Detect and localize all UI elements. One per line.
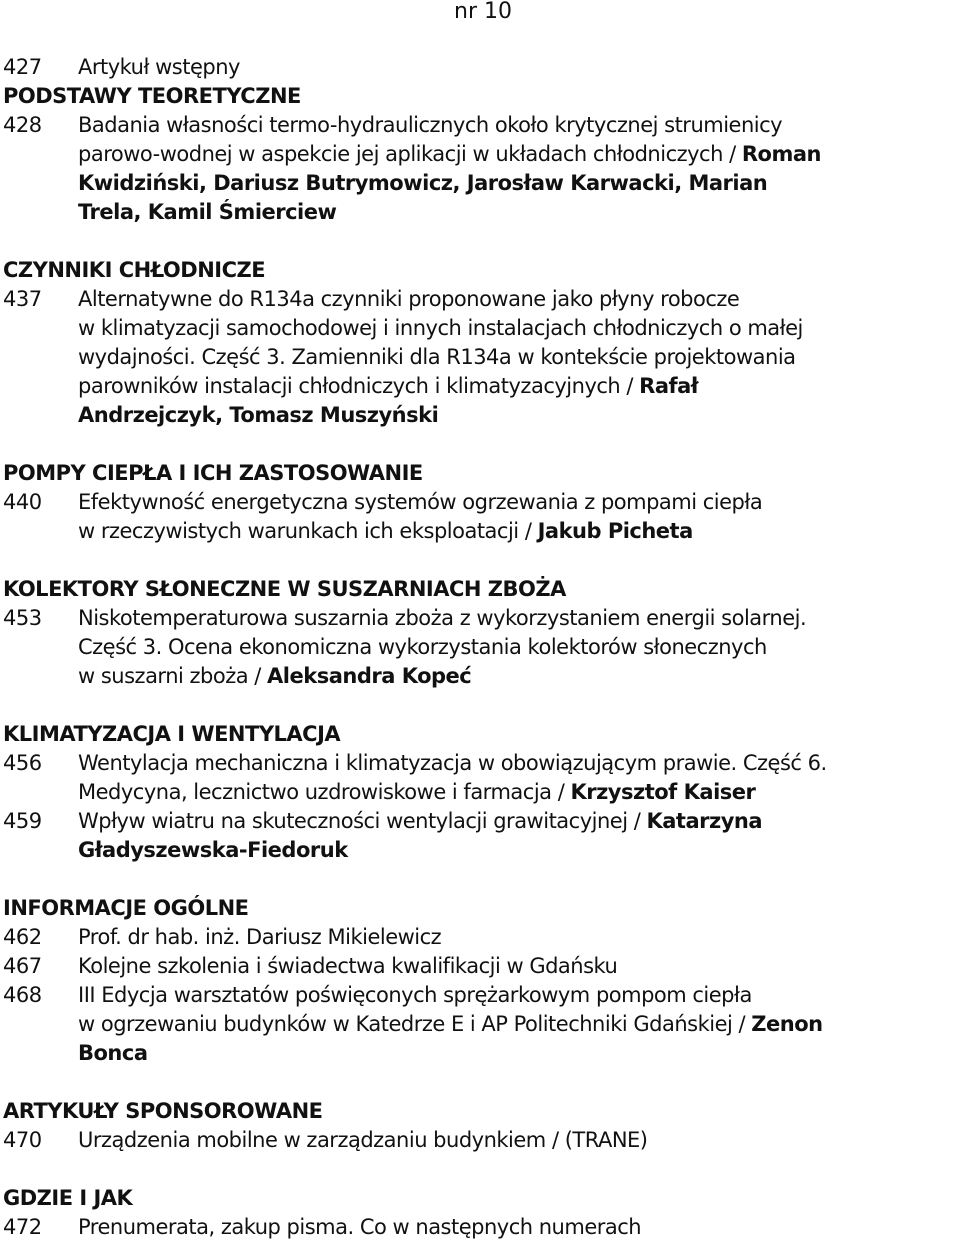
entry-line bbox=[78, 488, 960, 517]
entry-line-text: w rzeczywistych warunkach ich eksploatacji / bbox=[78, 519, 538, 543]
section-heading: INFORMACJE OGÓLNE bbox=[3, 896, 249, 920]
entry-line-text: Kolejne szkolenia i świadectwa kwalifikacji w Gdańsku bbox=[78, 954, 618, 978]
toc-entry[interactable] bbox=[3, 923, 960, 952]
entry-line bbox=[78, 633, 960, 662]
entry-author: Kwidziński, Dariusz Butrymowicz, Jarosław Karwacki, Marian bbox=[78, 171, 768, 195]
page-number: 427 bbox=[3, 55, 42, 79]
section-heading: CZYNNIKI CHŁODNICZE bbox=[3, 258, 266, 282]
entry-author: Krzysztof Kaiser bbox=[570, 780, 756, 804]
entry-title bbox=[78, 285, 960, 430]
entry-author: Jakub Picheta bbox=[537, 519, 693, 543]
entry-author: Bonca bbox=[78, 1041, 148, 1065]
toc-entry[interactable] bbox=[3, 488, 960, 546]
entry-author: Rafał bbox=[639, 374, 699, 398]
entry-line bbox=[78, 952, 960, 981]
toc-section bbox=[3, 430, 960, 546]
page-number: 470 bbox=[3, 1128, 42, 1152]
toc-entry[interactable] bbox=[3, 111, 960, 227]
section-spacer bbox=[3, 865, 960, 894]
issue-number: nr 10 bbox=[454, 0, 512, 24]
section-spacer bbox=[3, 691, 960, 720]
page-number: 468 bbox=[3, 983, 42, 1007]
entry-title bbox=[78, 111, 960, 227]
toc-entry[interactable] bbox=[3, 749, 960, 807]
entry-author: Roman bbox=[741, 142, 821, 166]
entry-title bbox=[78, 923, 960, 952]
entry-line-text: wydajności. Część 3. Zamienniki dla R134a w kontekście projektowania bbox=[78, 345, 796, 369]
entry-line bbox=[78, 343, 960, 372]
entry-title bbox=[78, 807, 960, 865]
section-spacer bbox=[3, 1155, 960, 1184]
entry-line-text: Wentylacja mechaniczna i klimatyzacja w obowiązującym prawie. Część 6. bbox=[78, 751, 827, 775]
section-spacer bbox=[3, 227, 960, 256]
entry-line-text: Artykuł wstępny bbox=[78, 55, 240, 79]
toc-entry[interactable] bbox=[3, 53, 960, 82]
entry-title bbox=[78, 604, 960, 691]
entry-line bbox=[78, 778, 960, 807]
entry-line bbox=[78, 111, 960, 140]
entry-title bbox=[78, 53, 960, 82]
entry-line-text: Urządzenia mobilne w zarządzaniu budynkiem / (TRANE) bbox=[78, 1128, 648, 1152]
entry-line bbox=[78, 372, 960, 401]
page-number: 437 bbox=[3, 287, 42, 311]
entry-author: Aleksandra Kopeć bbox=[267, 664, 472, 688]
page-number: 428 bbox=[3, 113, 42, 137]
entry-author: Katarzyna bbox=[646, 809, 763, 833]
page-number: 462 bbox=[3, 925, 42, 949]
entry-author: Zenon bbox=[751, 1012, 823, 1036]
toc-section bbox=[3, 227, 960, 430]
entry-line bbox=[78, 807, 960, 836]
entry-line-text: w klimatyzacji samochodowej i innych instalacjach chłodniczych o małej bbox=[78, 316, 803, 340]
toc-section bbox=[3, 865, 960, 1068]
toc-entry[interactable] bbox=[3, 981, 960, 1068]
page-number: 467 bbox=[3, 954, 42, 978]
section-heading: POMPY CIEPŁA I ICH ZASTOSOWANIE bbox=[3, 461, 423, 485]
entry-author: Gładyszewska-Fiedoruk bbox=[78, 838, 348, 862]
entry-line-text: Efektywność energetyczna systemów ogrzewania z pompami ciepła bbox=[78, 490, 763, 514]
section-heading: ARTYKUŁY SPONSOROWANE bbox=[3, 1099, 323, 1123]
entry-line-text: parowo-wodnej w aspekcie jej aplikacji w układach chłodniczych / bbox=[78, 142, 742, 166]
entry-line bbox=[78, 517, 960, 546]
entry-line-text: Alternatywne do R134a czynniki proponowane jako płyny robocze bbox=[78, 287, 740, 311]
entry-line bbox=[78, 749, 960, 778]
entry-title bbox=[78, 1126, 960, 1155]
toc-entry[interactable] bbox=[3, 952, 960, 981]
entry-line bbox=[78, 1213, 960, 1242]
entry-author: Andrzejczyk, Tomasz Muszyński bbox=[78, 403, 439, 427]
entry-title bbox=[78, 952, 960, 981]
toc-section bbox=[3, 1068, 960, 1155]
entry-line-text: Badania własności termo-hydraulicznych około krytycznej strumienicy bbox=[78, 113, 783, 137]
entry-line-text: Wpływ wiatru na skuteczności wentylacji grawitacyjnej / bbox=[78, 809, 647, 833]
entry-line bbox=[78, 923, 960, 952]
entry-title bbox=[78, 981, 960, 1068]
entry-line bbox=[78, 981, 960, 1010]
entry-line-text: III Edycja warsztatów poświęconych sprężarkowym pompom ciepła bbox=[78, 983, 752, 1007]
page-number: 456 bbox=[3, 751, 42, 775]
entry-line bbox=[78, 198, 960, 227]
section-heading: KOLEKTORY SŁONECZNE W SUSZARNIACH ZBOŻA bbox=[3, 577, 566, 601]
toc-entry[interactable] bbox=[3, 604, 960, 691]
entry-line bbox=[78, 314, 960, 343]
entry-line-text: w suszarni zboża / bbox=[78, 664, 268, 688]
toc-section bbox=[3, 82, 960, 227]
page-number: 472 bbox=[3, 1215, 42, 1239]
section-spacer bbox=[3, 430, 960, 459]
entry-title bbox=[78, 1213, 960, 1242]
page-number: 440 bbox=[3, 490, 42, 514]
entry-line bbox=[78, 1126, 960, 1155]
entry-line bbox=[78, 285, 960, 314]
toc-entry[interactable] bbox=[3, 285, 960, 430]
section-heading: KLIMATYZACJA I WENTYLACJA bbox=[3, 722, 341, 746]
entry-line-text: Prof. dr hab. inż. Dariusz Mikielewicz bbox=[78, 925, 442, 949]
entry-line bbox=[78, 662, 960, 691]
entry-line bbox=[78, 1039, 960, 1068]
section-spacer bbox=[3, 1068, 960, 1097]
entry-line-text: Medycyna, lecznictwo uzdrowiskowe i farmacja / bbox=[78, 780, 571, 804]
toc-section bbox=[3, 53, 960, 82]
toc-entry[interactable] bbox=[3, 1126, 960, 1155]
toc-section bbox=[3, 1155, 960, 1242]
toc-entry[interactable] bbox=[3, 807, 960, 865]
toc-section bbox=[3, 691, 960, 865]
entry-line-text: Niskotemperaturowa suszarnia zboża z wykorzystaniem energii solarnej. bbox=[78, 606, 807, 630]
entry-title bbox=[78, 488, 960, 546]
entry-author: Trela, Kamil Śmierciew bbox=[78, 200, 337, 224]
entry-line bbox=[78, 53, 960, 82]
toc-section bbox=[3, 546, 960, 691]
entry-line bbox=[78, 604, 960, 633]
entry-line-text: parowników instalacji chłodniczych i klimatyzacyjnych / bbox=[78, 374, 640, 398]
section-heading: GDZIE I JAK bbox=[3, 1186, 133, 1210]
table-of-contents bbox=[3, 53, 960, 1242]
entry-line bbox=[78, 1010, 960, 1039]
entry-line bbox=[78, 401, 960, 430]
section-heading: PODSTAWY TEORETYCZNE bbox=[3, 84, 301, 108]
page-number: 453 bbox=[3, 606, 42, 630]
entry-line-text: Prenumerata, zakup pisma. Co w następnych numerach bbox=[78, 1215, 642, 1239]
page-number: 459 bbox=[3, 809, 42, 833]
entry-title bbox=[78, 749, 960, 807]
entry-line-text: w ogrzewaniu budynków w Katedrze E i AP Politechniki Gdańskiej / bbox=[78, 1012, 752, 1036]
entry-line-text: Część 3. Ocena ekonomiczna wykorzystania kolektorów słonecznych bbox=[78, 635, 767, 659]
section-spacer bbox=[3, 546, 960, 575]
toc-entry[interactable] bbox=[3, 1213, 960, 1242]
entry-line bbox=[78, 140, 960, 169]
entry-line bbox=[78, 836, 960, 865]
entry-line bbox=[78, 169, 960, 198]
